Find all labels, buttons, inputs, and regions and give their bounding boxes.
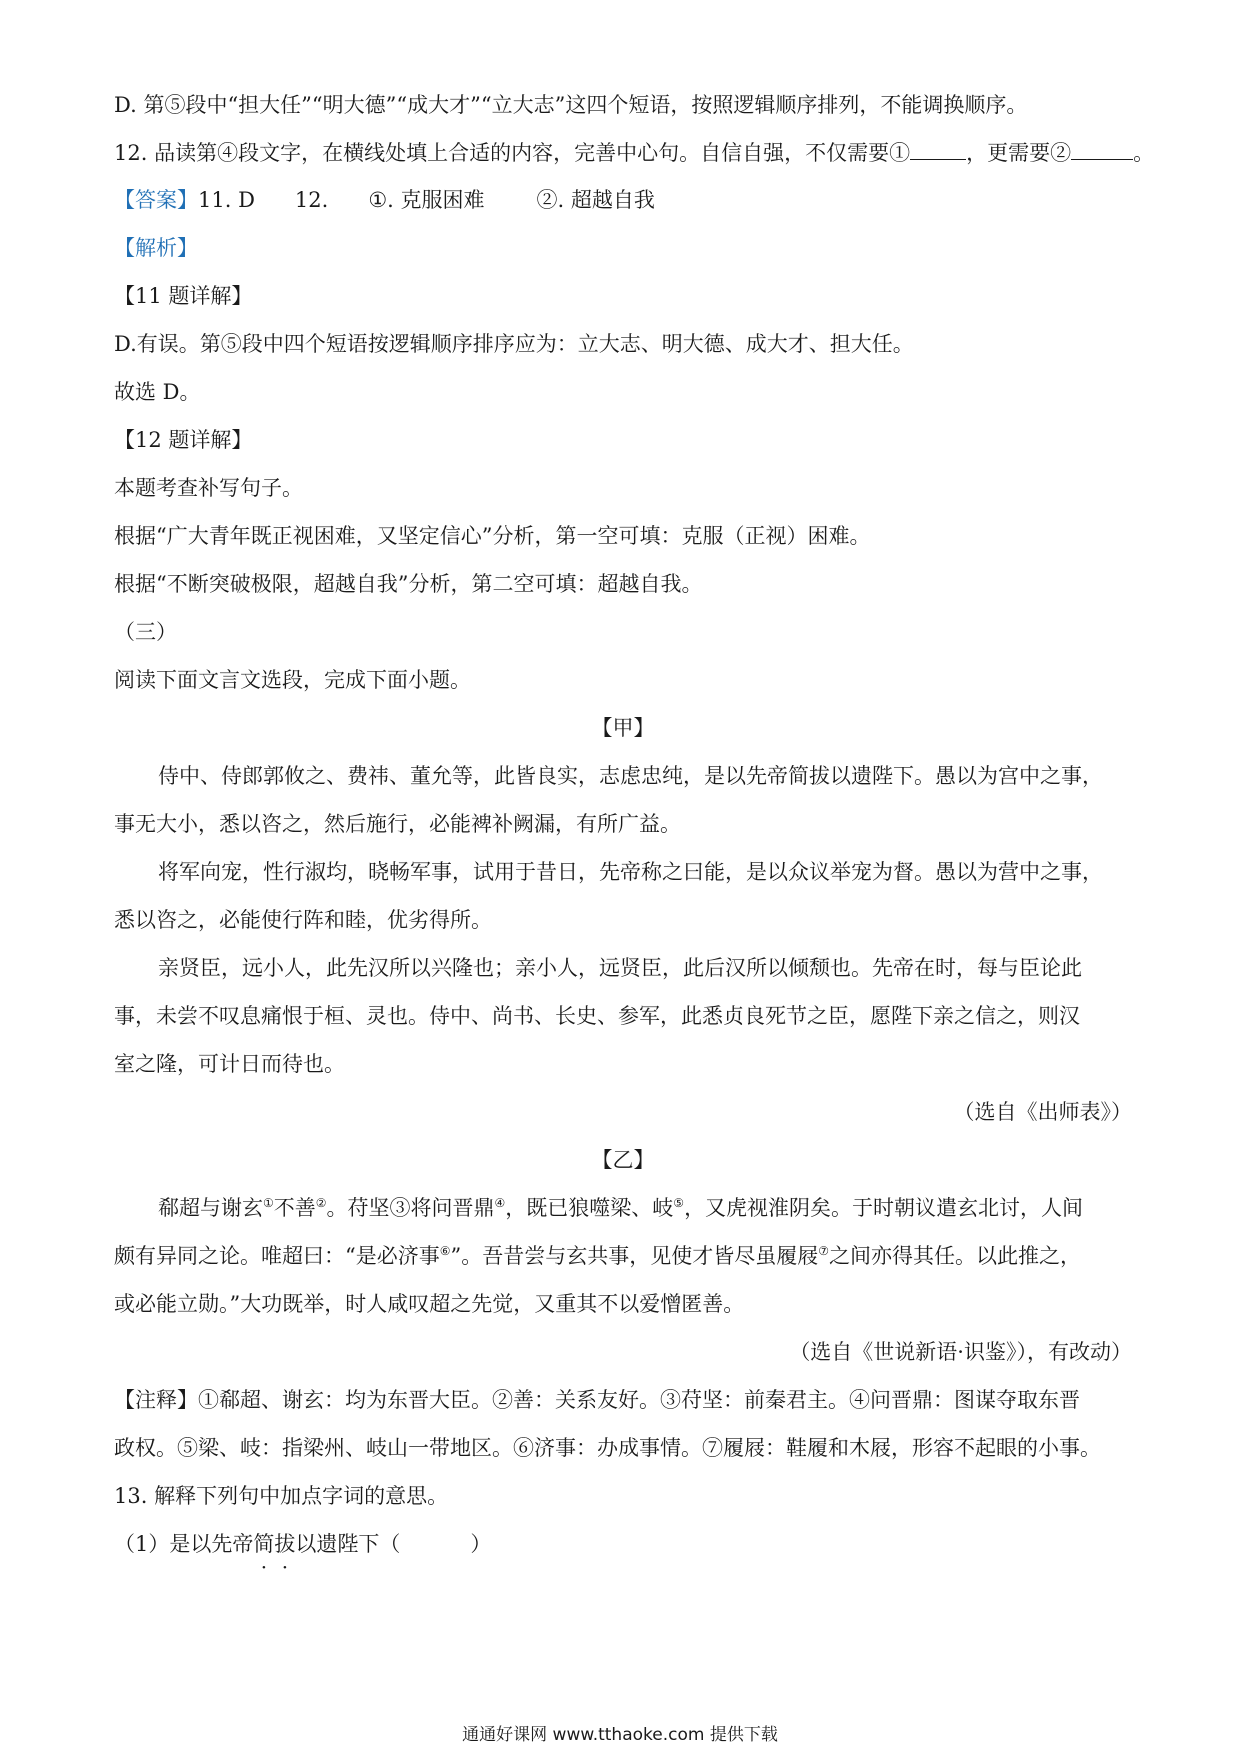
section-instruction: 阅读下面文言文选段，完成下面小题。 xyxy=(114,668,471,692)
yi-line: 或必能立勋。”大功既举，时人咸叹超之先觉，又重其不以爱憎匿善。 xyxy=(114,1292,745,1316)
blank-1 xyxy=(910,159,966,160)
answer-a1: ①. 克服困难 xyxy=(368,188,485,212)
jia-label: 【甲】 xyxy=(591,716,655,740)
jia-line: 室之隆，可计日而待也。 xyxy=(114,1052,345,1076)
q12-end: 。 xyxy=(1133,141,1155,165)
q12-detail-line: 根据“广大青年既正视困难，又坚定信心”分析，第一空可填：克服（正视）困难。 xyxy=(114,524,871,548)
yi-line: 郗超与谢玄①不善②。苻坚③将问晋鼎④，既已狼噬梁、岐⑤，又虎视淮阴矣。于时朝议遣玄北讨，人间 xyxy=(158,1196,1084,1220)
dotted-char: 拔 xyxy=(274,1532,296,1556)
q12-mid: ，更需要② xyxy=(966,141,1072,165)
jia-line: 亲贤臣，远小人，此先汉所以兴隆也；亲小人，远贤臣，此后汉所以倾颓也。先帝在时，每与臣论此 xyxy=(158,956,1082,980)
answer-label: 【答案】 xyxy=(114,188,198,212)
notes-line: 政权。⑤梁、岐：指梁州、岐山一带地区。⑥济事：办成事情。⑦履屐：鞋履和木屐，形容不起眼的小事。 xyxy=(114,1436,1101,1460)
jia-line: 侍中、侍郎郭攸之、费祎、董允等，此皆良实，志虑忠纯，是以先帝简拔以遗陛下。愚以为宫中之事， xyxy=(158,764,1103,788)
notes-label: 【注释】 xyxy=(114,1388,198,1412)
jia-line: 事无大小，悉以咨之，然后施行，必能裨补阙漏，有所广益。 xyxy=(114,812,681,836)
q12-prompt xyxy=(114,138,1155,168)
q13-item-1: （1）是以先帝简拔以遗陛下（ ） xyxy=(114,1532,492,1556)
notes-line: 【注释】①郗超、谢玄：均为东晋大臣。②善：关系友好。③苻坚：前秦君主。④问晋鼎：图谋夺取东晋 xyxy=(114,1388,1080,1412)
q12-text: 12. 品读第④段文字，在横线处填上合适的内容，完善中心句。自信自强，不仅需要① xyxy=(114,141,911,165)
analysis-label: 【解析】 xyxy=(114,236,198,260)
jia-line: 将军向宠，性行淑均，晓畅军事，试用于昔日，先帝称之曰能，是以众议举宠为督。愚以为营中之事， xyxy=(158,860,1103,884)
answer-line xyxy=(114,185,1132,215)
jia-line: 事，未尝不叹息痛恨于桓、灵也。侍中、尚书、长史、参军，此悉贞良死节之臣，愿陛下亲之信之，则汉 xyxy=(114,1004,1080,1028)
blank-2 xyxy=(1071,159,1133,160)
q12-detail-line: 本题考查补写句子。 xyxy=(114,476,303,500)
q12-detail-title: 【12 题详解】 xyxy=(114,428,253,452)
dotted-char: 简 xyxy=(253,1532,275,1556)
answer-q11: 11. D xyxy=(198,188,255,212)
yi-source: （选自《世说新语·识鉴》），有改动） xyxy=(789,1340,1132,1364)
q13-title: 13. 解释下列句中加点字词的意思。 xyxy=(114,1484,449,1508)
q11-detail-title: 【11 题详解】 xyxy=(114,284,253,308)
answer-a2: ②. 超越自我 xyxy=(536,188,655,212)
footer: 通通好课网 www.tthaoke.com 提供下载 xyxy=(462,1725,778,1745)
q11-detail-line: D.有误。第⑤段中四个短语按逻辑顺序排序应为：立大志、明大德、成大才、担大任。 xyxy=(114,332,914,356)
yi-label: 【乙】 xyxy=(591,1148,655,1172)
answer-q12-num: 12. xyxy=(294,188,329,212)
q12-detail-line: 根据“不断突破极限，超越自我”分析，第二空可填：超越自我。 xyxy=(114,572,703,596)
yi-line: 颇有异同之论。唯超曰：“是必济事⑥”。吾昔尝与玄共事，见使才皆尽虽履屐⑦之间亦得其任。以此推之， xyxy=(114,1244,1082,1268)
jia-source: （选自《出师表》） xyxy=(953,1100,1132,1124)
section-title: （三） xyxy=(114,620,177,644)
jia-line: 悉以咨之，必能使行阵和睦，优劣得所。 xyxy=(114,908,492,932)
q11-option-d: D. 第⑤段中“担大任”“明大德”“成大才”“立大志”这四个短语，按照逻辑顺序排列，不能调换顺序。 xyxy=(114,93,1028,117)
q11-detail-line: 故选 D。 xyxy=(114,380,201,404)
